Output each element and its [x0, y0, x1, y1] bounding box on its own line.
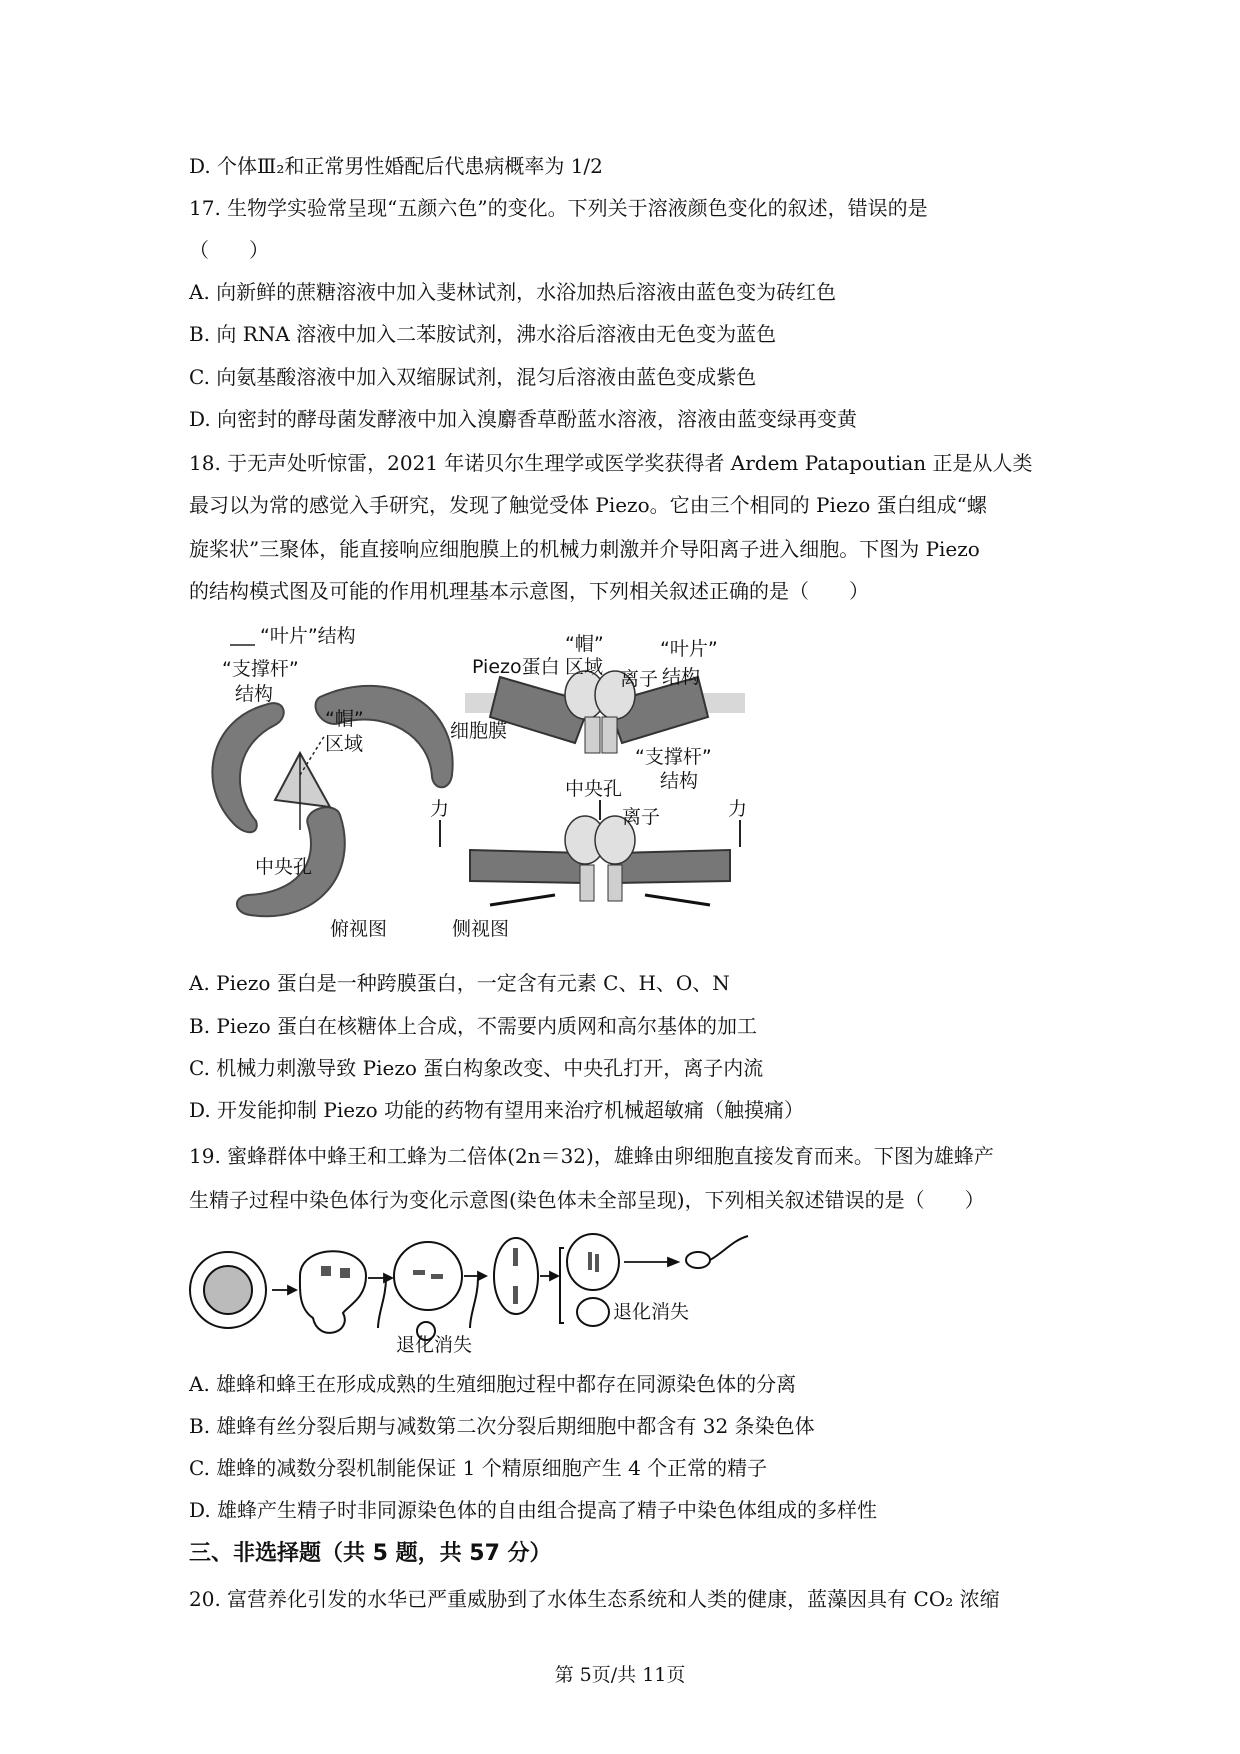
q17-option-b: B. 向 RNA 溶液中加入二苯胺试剂，沸水浴后溶液由无色变为蓝色 — [189, 322, 777, 346]
q16-option-d: D. 个体Ⅲ₂和正常男性婚配后代患病概率为 1/2 — [189, 154, 603, 178]
label-leaf-side-1: “叶片” — [660, 638, 718, 660]
meiosis2-cell — [394, 1242, 462, 1310]
label-strut-side-2: 结构 — [660, 770, 699, 792]
label-strut-side-1: “支撑杆” — [635, 746, 712, 768]
label-top-view: 俯视图 — [330, 918, 388, 940]
label-force-right: 力 — [728, 798, 748, 820]
piezo-figure — [190, 625, 750, 945]
q17-option-a: A. 向新鲜的蔗糖溶液中加入斐林试剂，水浴加热后溶液由蓝色变为砖红色 — [189, 280, 837, 304]
label-strut-1: “支撑杆” — [222, 658, 299, 680]
label-cap-1: “帽” — [325, 708, 364, 730]
q18-stem-line-3: 旋桨状”三聚体，能直接响应细胞膜上的机械力刺激并介导阳离子进入细胞。下图为 Piezo — [189, 537, 980, 561]
page-footer: 第 5页/共 11页 — [554, 1664, 686, 1686]
q18-stem-line-1: 18. 于无声处听惊雷，2021 年诺贝尔生理学或医学奖获得者 Ardem Patapoutian 正是从人类 — [189, 451, 1033, 475]
q18-option-d: D. 开发能抑制 Piezo 功能的药物有望用来治疗机械超敏痛（触摸痛） — [189, 1098, 805, 1122]
q17-option-c: C. 向氨基酸溶液中加入双缩脲试剂，混匀后溶液由蓝色变成紫色 — [189, 365, 757, 389]
label-membrane: 细胞膜 — [450, 720, 508, 742]
label-strut-2: 结构 — [235, 683, 274, 705]
q18-option-c: C. 机械力刺激导致 Piezo 蛋白构象改变、中央孔打开，离子内流 — [189, 1056, 764, 1080]
label-cap-side-2: 区域 — [565, 656, 604, 678]
label-pore: 中央孔 — [255, 856, 313, 878]
q19-option-c: C. 雄蜂的减数分裂机制能保证 1 个精原细胞产生 4 个正常的精子 — [189, 1456, 768, 1480]
label-cap-2: 区域 — [325, 733, 364, 755]
q19-stem-line-1: 19. 蜜蜂群体中蜂王和工蜂为二倍体(2n＝32)，雄蜂由卵细胞直接发育而来。下图为雄蜂产 — [189, 1144, 994, 1168]
label-side-view: 侧视图 — [452, 918, 510, 940]
q19-option-a: A. 雄蜂和蜂王在形成成熟的生殖细胞过程中都存在同源染色体的分离 — [189, 1372, 797, 1396]
polar-body — [577, 1298, 609, 1326]
label-piezo-protein: Piezo蛋白 — [472, 656, 560, 678]
q18-stem-line-2: 最习以为常的感觉入手研究，发现了触觉受体 Piezo。它由三个相同的 Piezo 蛋白组成“螺 — [189, 493, 987, 517]
label-ion-top: 离子 — [620, 668, 659, 690]
q18-option-a: A. Piezo 蛋白是一种跨膜蛋白，一定含有元素 C、H、O、N — [189, 971, 730, 995]
label-degenerate-bottom: 退化消失 — [396, 1334, 473, 1356]
meiosis1-cell — [300, 1251, 366, 1333]
spermatogenesis-figure — [188, 1228, 763, 1358]
label-leaf: “叶片”结构 — [260, 625, 356, 647]
q18-stem-line-4: 的结构模式图及可能的作用机理基本示意图，下列相关叙述正确的是（ ） — [189, 579, 869, 603]
q19-option-b: B. 雄蜂有丝分裂后期与减数第二次分裂后期细胞中都含有 32 条染色体 — [189, 1414, 815, 1438]
label-pore-side: 中央孔 — [565, 778, 623, 800]
q17-option-d: D. 向密封的酵母菌发酵液中加入溴麝香草酚蓝水溶液，溶液由蓝变绿再变黄 — [189, 407, 858, 431]
q19-option-d: D. 雄蜂产生精子时非同源染色体的自由组合提高了精子中染色体组成的多样性 — [189, 1498, 878, 1522]
q17-stem-line-1: 17. 生物学实验常呈现“五颜六色”的变化。下列关于溶液颜色变化的叙述，错误的是 — [189, 196, 928, 220]
section-heading: 三、非选择题（共 5 题，共 57 分） — [189, 1541, 552, 1566]
q18-option-b: B. Piezo 蛋白在核糖体上合成，不需要内质网和高尔基体的加工 — [189, 1014, 758, 1038]
q20-stem-line-1: 20. 富营养化引发的水华已严重威胁到了水体生态系统和人类的健康，蓝藻因具有 CO₂ 浓缩 — [189, 1587, 1000, 1611]
sperm-cell — [567, 1234, 619, 1290]
label-ion-open: 离子 — [622, 806, 661, 828]
label-force-left: 力 — [430, 798, 450, 820]
label-cap-side-1: “帽” — [565, 633, 604, 655]
q19-stem-line-2: 生精子过程中染色体行为变化示意图(染色体未全部呈现)，下列相关叙述错误的是（ ） — [189, 1188, 985, 1212]
label-degenerate-right: 退化消失 — [613, 1301, 690, 1323]
piezo-side-view-open — [440, 816, 740, 905]
label-leaf-side-2: 结构 — [662, 666, 701, 688]
cap-region-shape — [275, 753, 330, 807]
q17-stem-line-2: （ ） — [189, 238, 269, 262]
